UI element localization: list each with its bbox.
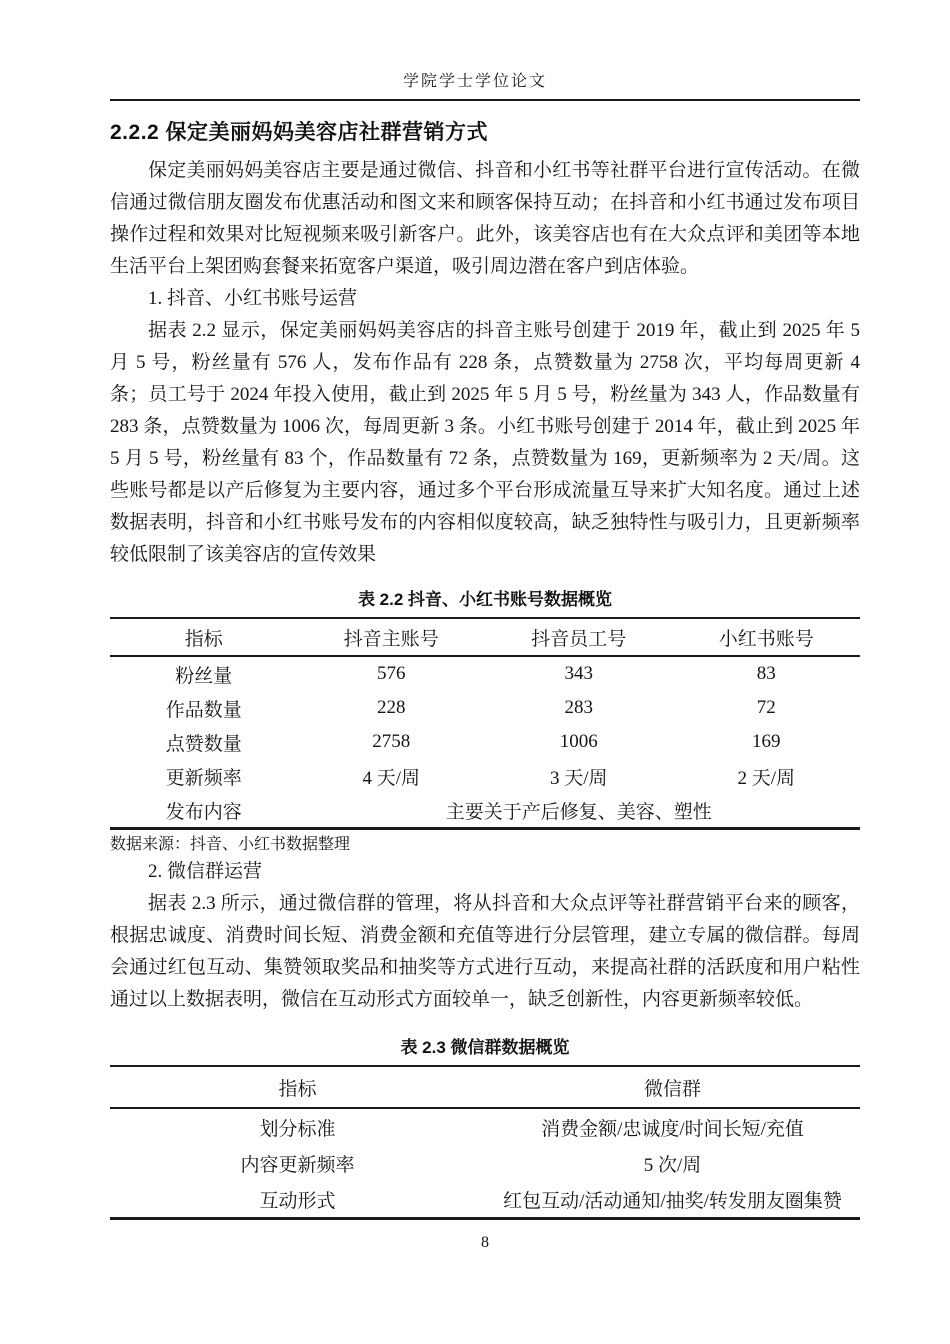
row-label: 内容更新频率 [240,1154,355,1176]
table-row [110,691,860,725]
section-heading: 2.2.2 保定美丽妈妈美容店社群营销方式 [110,121,489,144]
table-2-3-caption: 表 2.3 微信群数据概览 [400,1038,570,1057]
cell-value: 4 天/周 [362,767,421,789]
cell-value: 72 [756,697,776,718]
cell-value: 576 [377,663,406,684]
row-label: 互动形式 [259,1190,336,1212]
row-label: 点赞数量 [165,733,242,755]
table-row [110,759,860,793]
cell-value: 283 [564,697,593,718]
cell-value: 83 [756,663,776,684]
table-row [110,1108,860,1145]
cell-value: 3 天/周 [549,767,608,789]
cell-value: 228 [377,697,406,718]
column-header: 指标 [110,1066,485,1108]
table-2-2-source: 数据来源：抖音、小红书数据整理 [110,836,351,853]
column-header: 抖音主账号 [298,618,486,656]
table-2-3 [110,1065,860,1220]
row-label: 发布内容 [165,801,242,823]
column-header: 小红书账号 [673,618,861,656]
table-2-2-caption: 表 2.2 抖音、小红书账号数据概览 [357,590,613,609]
row-label: 粉丝量 [175,665,233,687]
cell-value: 2758 [372,731,411,752]
paragraph-intro: 保定美丽妈妈美容店主要是通过微信、抖音和小红书等社群平台进行宣传活动。在微信通过微信朋友圈发布优惠活动和图文来和顾客保持互动；在抖音和小红书通过发布项目操作过程和效果对比短视频来吸引新客户。此外，该美容店也有在大众点评和美团等本地生活平台上架团购套餐来拓宽客户渠道，吸引周边潜在客户到店体验。 [110,160,860,277]
table-2-2-header-row [110,618,860,656]
cell-value: 1006 [559,731,598,752]
row-label: 作品数量 [165,699,242,721]
table-2-3-header-row [110,1066,860,1108]
list-item-wechat-group: 2. 微信群运营 [148,861,263,882]
cell-value: 消费金额/忠诚度/时间长短/充值 [541,1118,804,1140]
table-2-2 [110,617,860,830]
cell-value: 343 [564,663,593,684]
paragraph-account-data: 据表 2.2 显示，保定美丽妈妈美容店的抖音主账号创建于 2019 年，截止到 2025 年 5 月 5 号，粉丝量有 576 人，发布作品有 228 条，点赞数量为 2758 次，平均每周更新 4 条；员工号于 2024 年投入使用，截止到 2025 年 5 月 5 号，粉丝量为 343 人，作品数量有 283 条，点赞数量为 1006 次，每周更新 3 条。小红书账号创建于 2014 年，截止到 2025 年 5 月 5 号，粉丝量有 83 个，作品数量有 72 条，点赞数量为 169，更新频率为 2 天/周。这些账号都是以产后修复为主要内容，通过多个平台形成流量互导来扩大知名度。通过上述数据表明，抖音和小红书账号发布的内容相似度较高，缺乏独特性与吸引力，且更新频率较低限制了该美容店的宣传效果 [110,320,860,565]
table-row [110,1181,860,1219]
table-row [110,725,860,759]
paragraph-wechat-data: 据表 2.3 所示，通过微信群的管理，将从抖音和大众点评等社群营销平台来的顾客，根据忠诚度、消费时间长短、消费金额和充值等进行分层管理，建立专属的微信群。每周会通过红包互动、集赞领取奖品和抽奖等方式进行互动，来提高社群的活跃度和用户粘性通过以上数据表明，微信在互动形式方面较单一，缺乏创新性，内容更新频率较低。 [110,893,860,1010]
page-number: 8 [481,1234,489,1251]
column-header: 指标 [110,618,298,656]
column-header: 微信群 [485,1066,860,1108]
table-row-span [110,793,860,829]
row-label: 更新频率 [165,767,242,789]
header-rule [110,99,860,101]
list-item-douyin-xiaohongshu: 1. 抖音、小红书账号运营 [148,288,358,309]
table-row [110,656,860,691]
row-label: 划分标准 [259,1118,336,1140]
cell-value: 2 天/周 [737,767,796,789]
column-header: 抖音员工号 [485,618,673,656]
cell-value-span: 主要关于产后修复、美容、塑性 [445,801,712,823]
table-row [110,1145,860,1181]
cell-value: 5 次/周 [643,1154,702,1176]
cell-value: 红包互动/活动通知/抽奖/转发朋友圈集赞 [503,1190,842,1212]
cell-value: 169 [752,731,781,752]
page-content [110,99,860,1252]
running-header: 学院学士学位论文 [402,73,547,90]
